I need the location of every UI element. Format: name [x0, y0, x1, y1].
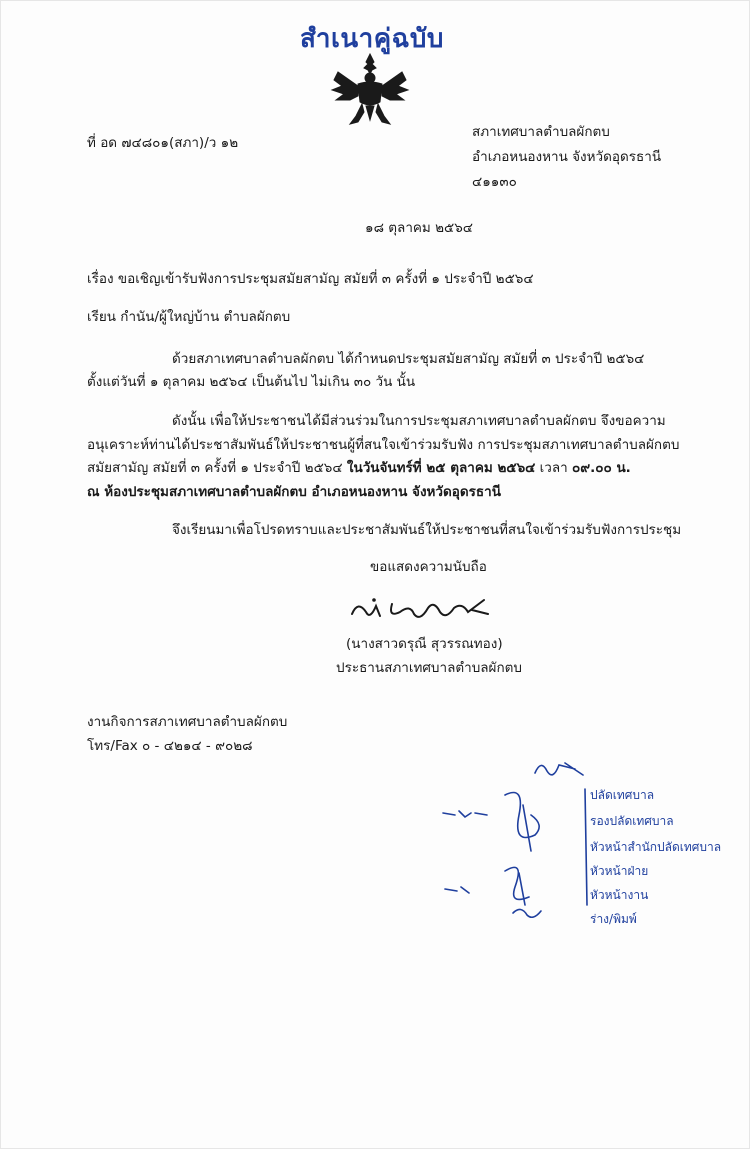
- address-line: สภาเทศบาลตำบลผักตบ: [472, 124, 610, 140]
- routing-row: หัวหน้าฝ่าย: [590, 864, 649, 878]
- copy-stamp: สำเนาคู่ฉบับ: [300, 24, 444, 54]
- routing-row: หัวหน้าสำนักปลัดเทศบาล: [590, 840, 722, 854]
- sender-address: [472, 120, 661, 195]
- routing-row: หัวหน้างาน: [590, 888, 649, 902]
- paragraph-2-line-3: [87, 456, 631, 478]
- subject-line: เรื่อง ขอเชิญเข้ารับฟังการประชุมสมัยสามัญ สมัยที่ ๓ ครั้งที่ ๑ ประจำปี ๒๕๖๔: [87, 271, 534, 287]
- paragraph-1-line-2: ตั้งแต่วันที่ ๑ ตุลาคม ๒๕๖๔ เป็นต้นไป ไม่เกิน ๓๐ วัน นั้น: [87, 374, 416, 390]
- signature-icon: [344, 592, 494, 626]
- meeting-location-line: ณ ห้องประชุมสภาเทศบาลตำบลผักตบ อำเภอหนองหาน จังหวัดอุดรธานี: [87, 484, 501, 500]
- signer-name: (นางสาวดรุณี สุวรรณทอง): [346, 636, 503, 652]
- department-name: งานกิจการสภาเทศบาลตำบลผักตบ: [87, 714, 288, 730]
- paragraph-3: จึงเรียนมาเพื่อโปรดทราบและประชาสัมพันธ์ให้ประชาชนที่สนใจเข้าร่วมรับฟังการประชุม: [172, 522, 682, 538]
- recipient-line: เรียน กำนัน/ผู้ใหญ่บ้าน ตำบลผักตบ: [87, 309, 291, 325]
- address-line: ๔๑๑๓๐: [472, 174, 517, 190]
- routing-row: ปลัดเทศบาล: [590, 788, 655, 802]
- meeting-time-text: ๐๙.๐๐ น.: [572, 460, 631, 476]
- meeting-session-text: สมัยสามัญ สมัยที่ ๓ ครั้งที่ ๑ ประจำปี ๒๕๖๔: [87, 460, 347, 476]
- contact-phone: โทร/Fax ๐ - ๔๒๑๔ - ๙๐๒๘: [87, 738, 253, 754]
- document-number: ที่ อด ๗๔๘๐๑(สภา)/ว ๑๒: [87, 135, 239, 151]
- time-label-text: เวลา: [535, 460, 573, 476]
- paragraph-1-line-1: ด้วยสภาเทศบาลตำบลผักตบ ได้กำหนดประชุมสมัยสามัญ สมัยที่ ๓ ประจำปี ๒๕๖๔: [172, 351, 645, 367]
- meeting-date-text: ในวันจันทร์ที่ ๒๕ ตุลาคม ๒๕๖๔: [346, 460, 536, 476]
- signer-title: ประธานสภาเทศบาลตำบลผักตบ: [336, 660, 522, 676]
- document-date: ๑๘ ตุลาคม ๒๕๖๔: [365, 220, 474, 236]
- garuda-emblem-icon: [328, 50, 412, 130]
- address-line: อำเภอหนองหาน จังหวัดอุดรธานี: [472, 149, 662, 165]
- routing-row: รองปลัดเทศบาล: [590, 814, 674, 828]
- paragraph-2-line-2: อนุเคราะห์ท่านได้ประชาสัมพันธ์ให้ประชาชนผู้ที่สนใจเข้าร่วมรับฟัง การประชุมสภาเทศบาลตำบลผักตบ: [87, 437, 680, 453]
- paragraph-2-line-1: ดังนั้น เพื่อให้ประชาชนได้มีส่วนร่วมในการประชุมสภาเทศบาลตำบลผักตบ จึงขอความ: [172, 413, 666, 429]
- routing-row: ร่าง/พิมพ์: [590, 912, 637, 926]
- closing-regards: ขอแสดงความนับถือ: [370, 559, 487, 575]
